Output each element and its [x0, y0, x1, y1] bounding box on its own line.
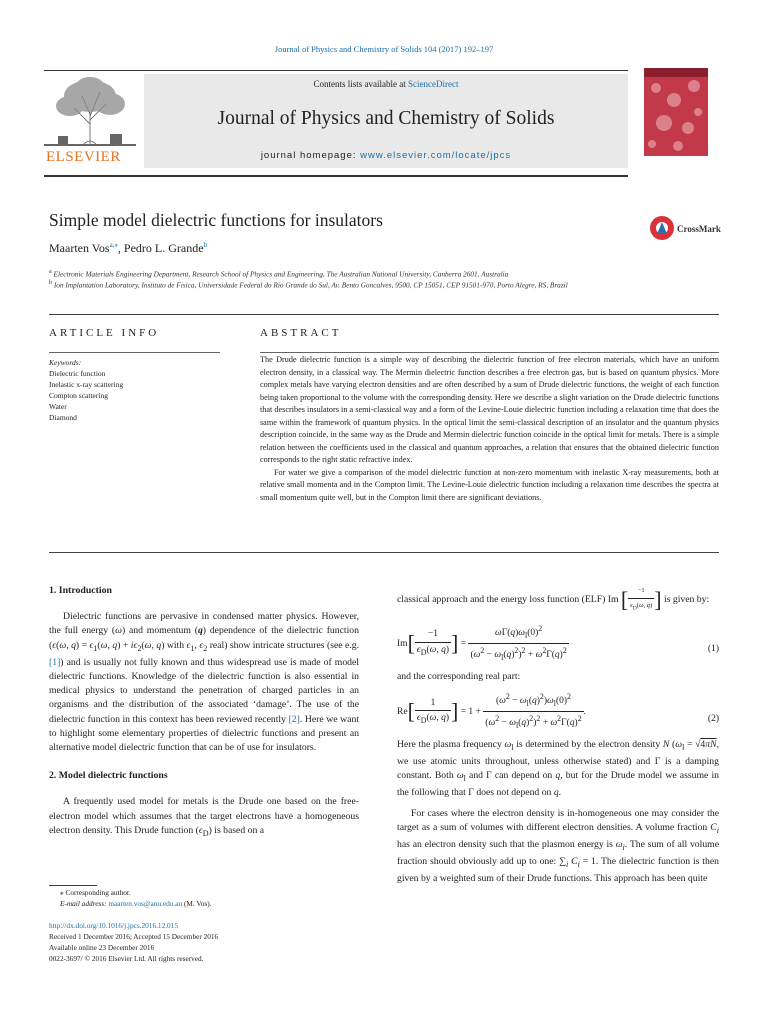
plasma-paragraph: Here the plasma frequency $\omega_l$ is determined by the electron density N ($\omega_l = √4\pi N$, we use atomic units throughout, unless otherwise stated) and Γ is a damping constant. Both $\omega_l$ and Γ can depend on q, but for the Drude model we assume in the following that Γ does not depend on q.: [397, 738, 720, 799]
contents-line: [144, 79, 628, 89]
abstract-end-rule: [49, 552, 719, 553]
abstract-paragraph: For water we give a comparison of the model dielectric function at non-zero momentum with inelastic X-ray measurements, both at relative small momenta and in the Compton limit. The Levine-Louie dielectric function including a relaxation time describes the spectra at small momentum quite well, but in the Compton limit there are significant deviations.: [260, 467, 719, 502]
author-affiliation-marker[interactable]: b: [203, 241, 208, 249]
email-link[interactable]: maarten.vos@anu.edu.au: [108, 899, 183, 908]
section-heading-introduction: 1. Introduction: [49, 585, 112, 596]
doi-link-row: [49, 921, 178, 932]
keyword-item: Diamond: [49, 413, 77, 422]
section-heading-model: 2. Model dielectric functions: [49, 770, 168, 782]
copyright-line: 0022-3697/ © 2016 Elsevier Ltd. All rights reserved.: [49, 954, 204, 963]
real-part-text: and the corresponding real part:: [397, 670, 521, 682]
model-paragraph: A frequently used model for metals is the Drude one based on the free-electron model which assumes that the target electrons have a homogeneous electron density. This Drude function $(\epsilon_D)$ is based on a: [49, 796, 359, 838]
journal-homepage: [144, 150, 628, 161]
affiliation-b: [49, 278, 689, 290]
model-text: ) is based on a: [208, 824, 265, 836]
abstract-heading: ABSTRACT: [260, 327, 342, 339]
intro-text: real) show intricate structures (see e.g.: [207, 639, 360, 651]
volume-text: . The sum of all volume fraction should obviously add up to one:: [397, 838, 719, 868]
volume-fraction-paragraph: For cases where the electron density is in-homogeneous one may consider the target as a sum of volumes with different electron densities. A volume fraction $C_i$ has an electron density such that the plasmon energy is $\omega_i$. The sum of all volume fraction should obviously add up to one: $\sum_i$ $C_i = 1$. The dielectric function is then given by a weighted sum of their Drude functions. This approach has been quite: [397, 807, 719, 885]
intro-text: Dielectric functions are pervasive in condensed matter physics. However, the full energy (: [49, 611, 359, 637]
left-column: [49, 584, 359, 841]
email-line: [60, 899, 212, 910]
equation-1: Im[ $\frac{-1}{\epsilon_D(\omega, q)}$ ] = $\frac{\omega\Gamma(q)\omega_l(0)^2}{(\omega^2 - \omega_l(q)^2)^2 + \omega^2\Gamma(q)^2}$ (1): [397, 623, 719, 662]
affiliation-marker: a: [49, 269, 52, 275]
header-top-rule: [44, 70, 628, 71]
model-text: A frequently used model for metals is the Drude one based on the free-electron model which assumes that the target electrons have a homogeneous electron density. This Drude function (: [49, 796, 359, 836]
abstract-body: [260, 354, 719, 504]
header-bottom-rule: [44, 175, 628, 177]
email-suffix: (M. Vos).: [182, 899, 212, 908]
intro-text: . Here we want to highlight some elementary properties of dielectric functions and present an alternative model dielectric function that can be of use for insulators.: [49, 713, 359, 753]
citation-link[interactable]: [1]: [49, 656, 61, 668]
article-info-heading: ARTICLE INFO: [49, 327, 160, 339]
volume-text: For cases where the electron density is in-homogeneous one may consider the target as a sum of volumes with different electron densities. A volume fraction: [397, 807, 719, 833]
affiliation-marker: b: [49, 280, 53, 286]
author-separator: ,: [117, 241, 124, 255]
keywords-block: [49, 357, 123, 423]
plasma-text: , but for the Drude model we assume in the following that Γ does not depend on: [397, 770, 719, 799]
journal-cover-thumbnail[interactable]: [644, 68, 708, 156]
elsevier-wordmark: ELSEVIER: [46, 149, 121, 165]
email-label: E-mail address:: [60, 899, 107, 908]
abstract-paragraph: The Drude dielectric function is a simple way of describing the dielectric function of free electron materials, which have an uniform electron density, in a classical way. The Mermin dielectric function describes a free electron gas, but is based on quantum physics. More complex metals have varying electron densities and are often described by a sum of Drude dielectric functions, the weight of each function being taken proportional to the volume with the corresponding density. Here we describe a slight variation on the Drude dielectric functions that describes insulators in a semi-classical way and a form of the Levine-Louie dielectric function including a relaxation time that does the same within the framework of quantum physics. In the optical limit the semi-classical description of an insulator and the quantum physics description coincide, in the same way as the Drude and Mermin dielectric function coincide in the optical limit for metals. There is a simple relation between the coefficients used in the classical and quantum approaches, a relation that ensures that the obtained dielectric function corresponds to the right static refractive index.: [260, 355, 719, 464]
crossmark-badge[interactable]: [648, 208, 724, 250]
plasma-text: we use atomic units throughout, unless otherwise stated) and Γ is a damping constant. Both: [397, 756, 719, 782]
elf-text: given by:: [672, 594, 710, 606]
journal-title: Journal of Physics and Chemistry of Solids: [217, 108, 555, 129]
doi-link[interactable]: http://dx.doi.org/10.1016/j.jpcs.2016.12.015: [49, 921, 178, 930]
plasma-text: Here the plasma frequency: [397, 738, 505, 750]
online-date: Available online 23 December 2016: [49, 943, 155, 952]
journal-reference[interactable]: Journal of Physics and Chemistry of Solids 104 (2017) 192–197: [274, 44, 494, 54]
crossmark-label: CrossMark: [677, 224, 721, 234]
elf-text: is: [663, 594, 671, 606]
homepage-prefix: journal homepage:: [260, 150, 357, 161]
elsevier-tree-logo: [44, 74, 136, 150]
intro-paragraph: Dielectric functions are pervasive in condensed matter physics. However, the full energy (ω) and momentum (q) dependence of the dielectric function (ϵ(ω, $q) = \epsilon_1(\omega$, $q) + i\epsilon_2(\omega$, q) with $\epsilon_1$, $\epsilon_2$ real) show intricate structures (see e.g. [1]) and is usually not fully known and thus widespread use is made of model dielectric functions. Knowledge of the dielectric function is also essential in medical physics to understand the penetration of charged particles in an organisms and the distribution of the associated ‘damage’. The use of the dielectric function in this context has been reviewed recently [2]. Here we want to highlight some elementary properties of dielectric functions and present an alternative model dielectric function that can be of use for insulators.: [49, 611, 360, 753]
affiliation-text: Electronic Materials Engineering Department, Research School of Physics and Engineering, The Australian National University, Canberra 2601, Australia: [53, 269, 509, 279]
keywords-label: Keywords:: [49, 358, 82, 367]
article-title: Simple model dielectric functions for insulators: [49, 210, 383, 230]
elf-text: classical approach and the energy loss function (ELF) Im: [397, 594, 619, 606]
equation-number: (1): [707, 643, 719, 654]
keyword-item: Compton scattering: [49, 391, 108, 400]
right-column: [397, 584, 719, 886]
plasma-text: and Γ can depend on: [465, 770, 556, 782]
author-affiliation-marker[interactable]: a,⁎: [109, 241, 118, 249]
author-name[interactable]: Pedro L. Grande: [123, 241, 204, 255]
footnote-rule: [49, 885, 97, 886]
volume-text: has an electron density such that the plasmon energy is: [397, 838, 616, 850]
contents-prefix: Contents lists available at: [313, 79, 406, 89]
article-info-rule: [49, 352, 220, 353]
keyword-item: Water: [49, 402, 67, 411]
author-list: [49, 241, 207, 256]
homepage-link[interactable]: www.elsevier.com/locate/jpcs: [360, 150, 512, 161]
equation-number: (2): [707, 713, 719, 724]
sciencedirect-link[interactable]: ScienceDirect: [408, 79, 459, 89]
equation-2: Re[ $\frac{1}{\epsilon_D(\omega, q)}$ ] = 1 + $\frac{(\omega^2 - \omega_l(q)^2)\omega_l(0)^2}{(\omega^2 - \omega_l(q)^2)^2 + \omega^2\Gamma(q)^2}$ . (2): [397, 691, 719, 731]
keyword-item: Dielectric function: [49, 369, 106, 378]
citation-link[interactable]: [2]: [288, 713, 300, 725]
volume-text: . The dielectric function is then given by a weighted sum of their Drude functions. This approach has been quite: [397, 856, 719, 885]
plasma-text: is determined by the electron density: [513, 738, 663, 750]
elf-intro: classical approach and the energy loss function (ELF) Im [ $\frac{-1}{\epsilon_D(\omega, q)}$ ] is given by:: [397, 584, 719, 616]
intro-text: ) and is usually not fully known and thus widespread use is made of model dielectric functions. Knowledge of the dielectric function is also essential in medical physics to understand the penetration of charged particles in an organisms and the distribution of the associated ‘damage’. The use of the dielectric function in this context has been reviewed recently: [49, 656, 359, 725]
affiliation-text: Ion Implantation Laboratory, Instituto de Fisica, Universidade Federal do Rio Grande do Sul, Av. Bento Goncalves, 9500, CP 15051, CEP 91501-970, Porto Alegre, RS, Brazil: [53, 280, 568, 290]
keyword-item: Inelastic x-ray scattering: [49, 380, 124, 389]
corresponding-author-note: ⁎ Corresponding author.: [60, 888, 131, 897]
intro-text: ) dependence of the dielectric function (: [49, 625, 359, 651]
author-name[interactable]: Maarten Vos: [49, 241, 110, 255]
abstract-rule: [260, 352, 719, 353]
intro-text: ) and momentum (: [121, 625, 198, 637]
section-divider: [49, 314, 719, 315]
received-dates: Received 1 December 2016; Accepted 15 December 2016: [49, 932, 219, 941]
